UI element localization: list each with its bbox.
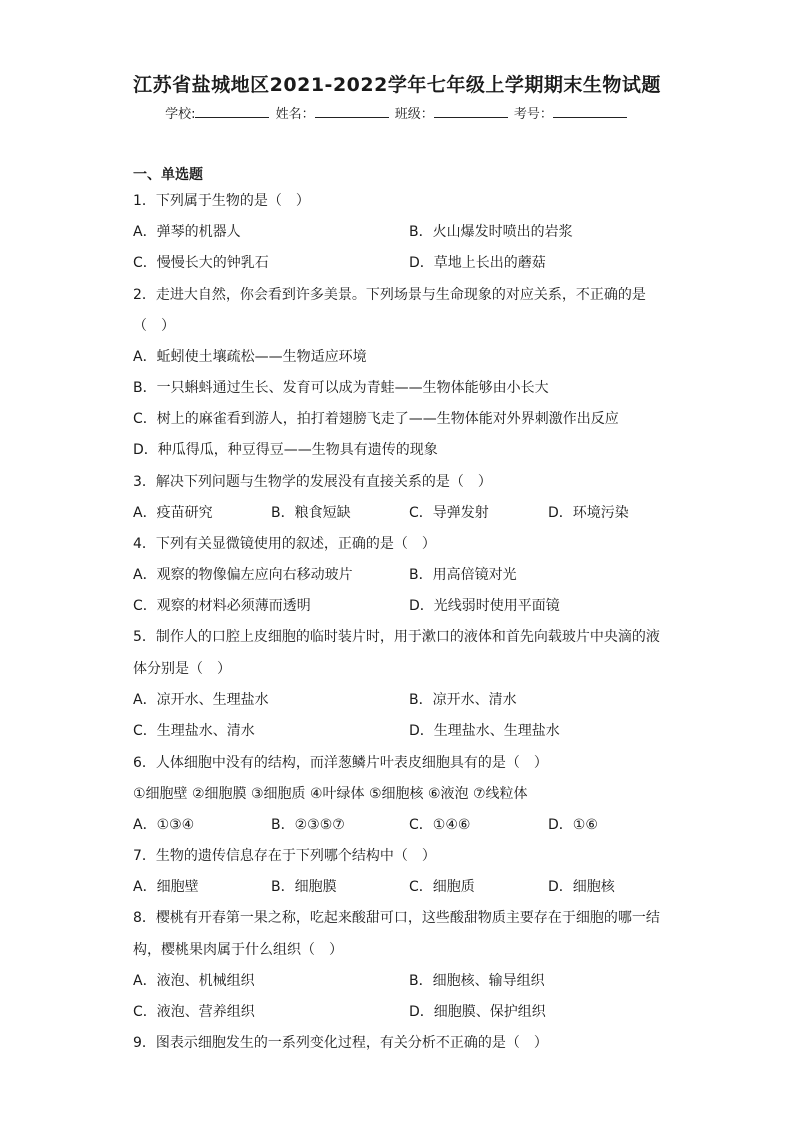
question-8-stem: 8．樱桃有开春第一果之称，吃起来酸甜可口，这些酸甜物质主要存在于细胞的哪一结: [133, 910, 660, 926]
question-5-option-d: D．生理盐水、生理盐水: [409, 723, 560, 739]
name-blank[interactable]: [315, 105, 389, 118]
name-label: 姓名：: [275, 107, 315, 122]
question-4-option-c: C．观察的材料必须薄而透明: [133, 598, 311, 614]
question-4-option-a: A．观察的物像偏左应向右移动玻片: [133, 567, 353, 583]
question-7-option-a: A．细胞壁: [133, 879, 199, 895]
question-6-stem: 6．人体细胞中没有的结构，而洋葱鳞片叶表皮细胞具有的是（ ）: [133, 755, 548, 771]
question-6-option-d: D．①⑥: [548, 817, 598, 833]
question-5-stem-cont: 体分别是（ ）: [133, 661, 231, 677]
question-6-option-c: C．①④⑥: [409, 817, 471, 833]
question-7-option-c: C．细胞质: [409, 879, 475, 895]
question-7-stem: 7．生物的遗传信息存在于下列哪个结构中（ ）: [133, 848, 436, 864]
question-2-option-b: B．一只蝌蚪通过生长、发育可以成为青蛙——生物体能够由小长大: [133, 380, 549, 396]
question-7-option-b: B．细胞膜: [271, 879, 337, 895]
section-heading: 一、单选题: [133, 167, 203, 183]
question-6-option-a: A．①③④: [133, 817, 195, 833]
question-8-option-b: B．细胞核、输导组织: [409, 973, 545, 989]
question-3-option-b: B．粮食短缺: [271, 505, 351, 521]
school-blank[interactable]: [195, 105, 269, 118]
question-2-option-a: A．蚯蚓使土壤疏松——生物适应环境: [133, 349, 367, 365]
question-8-option-d: D．细胞膜、保护组织: [409, 1004, 546, 1020]
exam-number-label: 考号：: [513, 107, 553, 122]
question-6-option-b: B．②③⑤⑦: [271, 817, 345, 833]
question-1-option-c: C．慢慢长大的钟乳石: [133, 255, 269, 271]
question-7-option-d: D．细胞核: [548, 879, 615, 895]
exam-number-blank[interactable]: [553, 105, 627, 118]
question-9-stem: 9．图表示细胞发生的一系列变化过程，有关分析不正确的是（ ）: [133, 1035, 548, 1051]
question-3-option-c: C．导弹发射: [409, 505, 489, 521]
question-1-option-d: D．草地上长出的蘑菇: [409, 255, 546, 271]
question-2-stem: 2．走进大自然，你会看到许多美景。下列场景与生命现象的对应关系，不正确的是: [133, 287, 646, 303]
class-blank[interactable]: [434, 105, 508, 118]
question-2-option-d: D．种瓜得瓜，种豆得豆——生物具有遗传的现象: [133, 442, 438, 458]
question-1-stem: 1．下列属于生物的是（ ）: [133, 193, 310, 209]
question-1-option-b: B．火山爆发时喷出的岩浆: [409, 224, 573, 240]
student-info-row: [0, 103, 794, 122]
class-label: 班级：: [394, 107, 434, 122]
school-label: 学校:: [165, 107, 196, 122]
question-4-option-d: D．光线弱时使用平面镜: [409, 598, 560, 614]
question-3-stem: 3．解决下列问题与生物学的发展没有直接关系的是（ ）: [133, 474, 492, 490]
question-2-stem-cont: （ ）: [133, 318, 175, 334]
question-8-option-a: A．液泡、机械组织: [133, 973, 255, 989]
page-title: 江苏省盐城地区2021-2022学年七年级上学期期末生物试题: [133, 74, 661, 96]
question-5-option-c: C．生理盐水、清水: [133, 723, 255, 739]
question-8-option-c: C．液泡、营养组织: [133, 1004, 255, 1020]
question-5-option-b: B．凉开水、清水: [409, 692, 517, 708]
question-2-option-c: C．树上的麻雀看到游人，拍打着翅膀飞走了——生物体能对外界刺激作出反应: [133, 411, 619, 427]
question-5-stem: 5．制作人的口腔上皮细胞的临时装片时，用于漱口的液体和首先向载玻片中央滴的液: [133, 629, 660, 645]
question-8-stem-cont: 构，樱桃果肉属于什么组织（ ）: [133, 942, 343, 958]
question-4-option-b: B．用高倍镜对光: [409, 567, 517, 583]
question-3-option-a: A．疫苗研究: [133, 505, 213, 521]
question-1-option-a: A．弹琴的机器人: [133, 224, 241, 240]
question-5-option-a: A．凉开水、生理盐水: [133, 692, 269, 708]
question-4-stem: 4．下列有关显微镜使用的叙述，正确的是（ ）: [133, 536, 436, 552]
question-6-items: ①细胞壁 ②细胞膜 ③细胞质 ④叶绿体 ⑤细胞核 ⑥液泡 ⑦线粒体: [133, 786, 528, 802]
question-3-option-d: D．环境污染: [548, 505, 629, 521]
